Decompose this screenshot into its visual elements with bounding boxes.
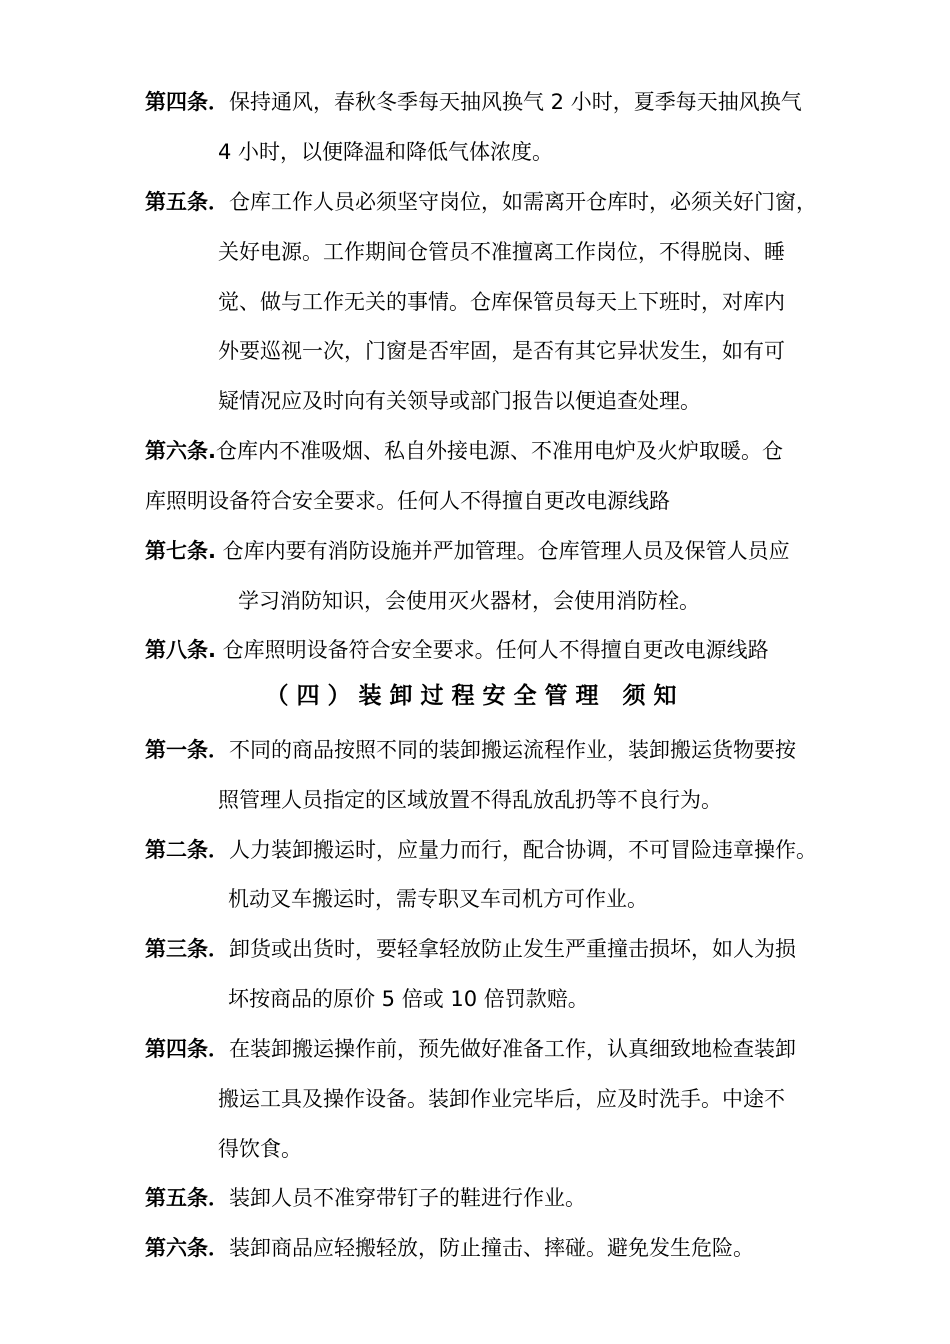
article-text: 在装卸搬运操作前，预先做好准备工作，认真细致地检查装卸 [229, 1037, 796, 1061]
article-5-line-4: 外要巡视一次，门窗是否牢固，是否有其它异状发生，如有可 [218, 339, 785, 363]
article-label: 第五条． [145, 190, 229, 214]
article-text: 不同的商品按照不同的装卸搬运流程作业，装卸搬运货物要按 [229, 738, 796, 762]
loading-article-1-line-2: 照管理人员指定的区域放置不得乱放乱扔等不良行为。 [218, 788, 722, 812]
article-7-line-2: 学习消防知识，会使用灭火器材，会使用消防栓。 [238, 589, 700, 613]
article-4-line-2: 4 小时，以便降温和降低气体浓度。 [218, 140, 554, 164]
loading-article-2-line-1 [145, 836, 817, 864]
article-label: 第六条. [145, 439, 216, 463]
article-text: 仓库内要有消防设施并严加管理。仓库管理人员及保管人员应 [215, 539, 790, 563]
article-6-line-2: 库照明设备符合安全要求。任何人不得擅自更改电源线路 [145, 489, 670, 513]
loading-article-4-line-2: 搬运工具及操作设备。装卸作业完毕后，应及时洗手。中途不 [218, 1087, 785, 1111]
article-5-line-3: 觉、做与工作无关的事情。仓库保管员每天上下班时，对库内 [218, 290, 785, 314]
article-text: 人力装卸搬运时，应量力而行，配合协调，不可冒险违章操作。 [229, 838, 817, 862]
article-5-line-5: 疑情况应及时向有关领导或部门报告以便追查处理。 [218, 389, 701, 413]
loading-article-4-line-1 [145, 1035, 796, 1063]
article-text: 装卸商品应轻搬轻放，防止撞击、摔碰。避免发生危险。 [229, 1236, 754, 1260]
article-text: 卸货或出货时，要轻拿轻放防止发生严重撞击损坏，如人为损 [229, 937, 796, 961]
article-text: 保持通风，春秋冬季每天抽风换气 2 小时，夏季每天抽风换气 [229, 90, 802, 114]
section-heading: （四）装卸过程安全管理 须知 [265, 683, 685, 709]
article-label: 第三条． [145, 937, 229, 961]
article-text: 装卸人员不准穿带钉子的鞋进行作业。 [229, 1186, 586, 1210]
article-label: 第四条． [145, 90, 229, 114]
article-label: 第四条． [145, 1037, 229, 1061]
article-4-line-1 [145, 88, 802, 116]
article-text: 仓库工作人员必须坚守岗位，如需离开仓库时，必须关好门窗， [229, 190, 817, 214]
loading-article-3-line-2: 坏按商品的原价 5 倍或 10 倍罚款赔。 [228, 987, 589, 1011]
article-text: 仓库照明设备符合安全要求。任何人不得擅自更改电源线路 [215, 638, 769, 662]
loading-article-2-line-2: 机动叉车搬运时，需专职叉车司机方可作业。 [228, 887, 648, 911]
loading-article-1-line-1 [145, 736, 796, 764]
loading-article-6-line-1 [145, 1234, 754, 1262]
loading-article-4-line-3: 得饮食。 [218, 1137, 302, 1161]
article-label: 第六条． [145, 1236, 229, 1260]
article-5-line-1 [145, 188, 817, 216]
article-label: 第二条． [145, 838, 229, 862]
article-6-line-1 [145, 437, 783, 465]
article-label: 第一条． [145, 738, 229, 762]
loading-article-5-line-1 [145, 1184, 586, 1212]
article-8-line-1 [145, 636, 769, 664]
article-label: 第七条. [145, 539, 216, 563]
article-5-line-2: 关好电源。工作期间仓管员不准擅离工作岗位，不得脱岗、睡 [218, 240, 785, 264]
article-label: 第八条. [145, 638, 216, 662]
loading-article-3-line-1 [145, 935, 796, 963]
article-label: 第五条． [145, 1186, 229, 1210]
article-7-line-1 [145, 537, 790, 565]
article-text: 仓库内不准吸烟、私自外接电源、不准用电炉及火炉取暖。仓 [215, 439, 783, 463]
